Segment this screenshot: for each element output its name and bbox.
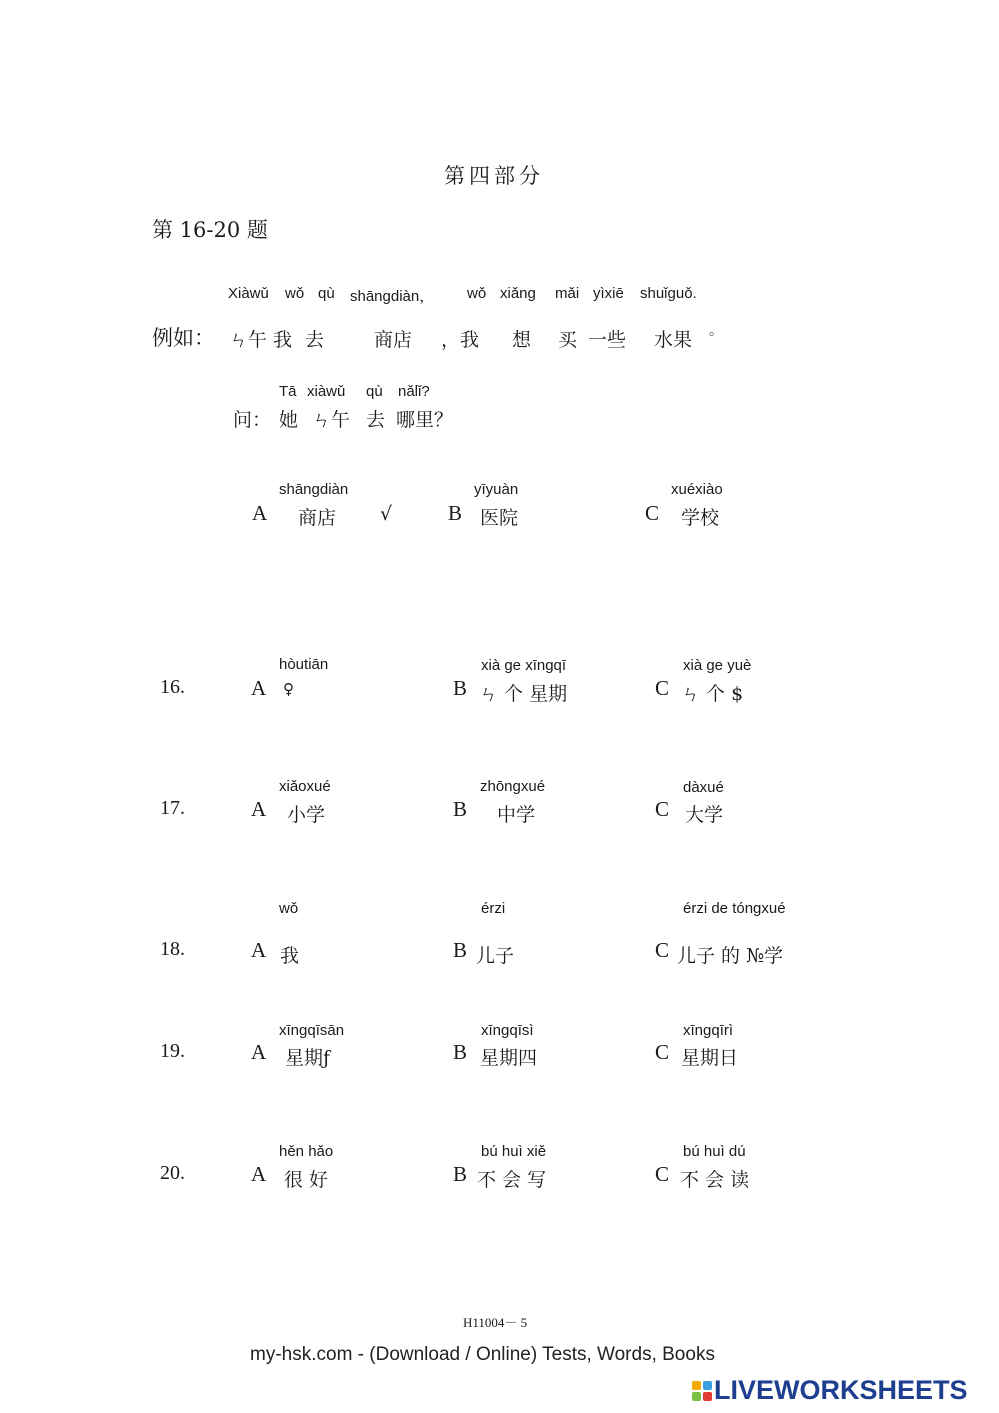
option-pinyin: bú huì xiě bbox=[481, 1143, 547, 1160]
pinyin-word: mǎi bbox=[555, 285, 580, 302]
option-pinyin: xuéxiào bbox=[671, 481, 723, 498]
liveworksheets-logo[interactable] bbox=[692, 1375, 968, 1406]
option-letter[interactable]: B bbox=[453, 1040, 468, 1064]
option-letter[interactable]: B bbox=[453, 797, 468, 821]
question-number: 18. bbox=[160, 938, 185, 960]
pinyin-word: yìxiē bbox=[593, 285, 624, 302]
hanzi-word: ㄣ午 bbox=[229, 329, 268, 351]
option-hanzi: 儿子 的 №学 bbox=[677, 945, 784, 967]
option-hanzi: 商店 bbox=[298, 507, 337, 529]
option-letter[interactable]: C bbox=[655, 1162, 670, 1186]
option-letter[interactable]: C bbox=[655, 797, 670, 821]
option-hanzi: 不 会 写 bbox=[477, 1169, 547, 1191]
hanzi-word: 她 bbox=[279, 409, 299, 431]
hanzi-word: 想 bbox=[512, 329, 532, 351]
pinyin-word: qù bbox=[366, 383, 383, 400]
option-pinyin: érzi de tóngxué bbox=[683, 900, 786, 917]
pinyin-word: xiàwǔ bbox=[307, 383, 346, 400]
option-pinyin: zhōngxué bbox=[480, 778, 546, 795]
option-pinyin: xiǎoxué bbox=[279, 778, 331, 795]
option-letter[interactable]: C bbox=[655, 676, 670, 700]
option-hanzi: ♀ bbox=[283, 680, 294, 698]
pinyin-word: wǒ bbox=[285, 285, 305, 302]
option-pinyin: xià ge xīngqī bbox=[481, 657, 567, 674]
option-hanzi: 中学 bbox=[497, 804, 536, 826]
option-pinyin: bú huì dú bbox=[683, 1143, 746, 1160]
option-hanzi: 医院 bbox=[480, 507, 519, 529]
question-number: 20. bbox=[160, 1162, 185, 1184]
option-letter[interactable]: A bbox=[251, 1162, 267, 1186]
hanzi-word: 我 bbox=[273, 329, 293, 351]
pinyin-word: Tā bbox=[279, 383, 297, 400]
option-pinyin: érzi bbox=[481, 900, 506, 917]
liveworksheets-logo-icon bbox=[692, 1381, 712, 1401]
hanzi-word: ㄣ午 bbox=[312, 409, 351, 431]
pinyin-word: xiǎng bbox=[500, 285, 536, 302]
option-hanzi: 我 bbox=[280, 945, 300, 967]
option-letter[interactable]: B bbox=[453, 938, 468, 962]
option-pinyin: yīyuàn bbox=[474, 481, 519, 498]
option-letter[interactable]: A bbox=[251, 797, 267, 821]
option-pinyin: hòutiān bbox=[279, 656, 329, 673]
option-hanzi: ㄣ 个 星期 bbox=[479, 683, 568, 705]
option-hanzi: 小学 bbox=[287, 804, 326, 826]
pinyin-word: shuǐguǒ. bbox=[640, 285, 697, 302]
option-hanzi: 儿子 bbox=[476, 945, 515, 967]
question-number: 17. bbox=[160, 797, 185, 819]
option-hanzi: ㄣ 个 $ bbox=[681, 683, 744, 705]
pinyin-word: wǒ bbox=[467, 285, 487, 302]
liveworksheets-brand: LIVEWORKSHEETS bbox=[714, 1375, 968, 1405]
option-letter[interactable]: A bbox=[251, 1040, 267, 1064]
hanzi-word: 。 bbox=[709, 323, 723, 339]
hanzi-word: 买 bbox=[558, 329, 578, 351]
option-hanzi: 星期四 bbox=[480, 1047, 538, 1069]
question-number: 16. bbox=[160, 676, 185, 698]
option-hanzi: 星期日 bbox=[681, 1047, 739, 1069]
option-letter[interactable]: C bbox=[655, 1040, 670, 1064]
example-label: 例如： bbox=[152, 326, 215, 350]
option-hanzi: 星期ƒ bbox=[285, 1047, 331, 1069]
option-pinyin: xīngqīrì bbox=[683, 1022, 734, 1039]
pinyin-word: shāngdiàn， bbox=[350, 288, 435, 305]
option-letter: A bbox=[252, 501, 268, 525]
hanzi-word: 去 bbox=[305, 329, 325, 351]
pinyin-word: nǎlǐ? bbox=[398, 383, 430, 400]
option-letter[interactable]: C bbox=[655, 938, 670, 962]
hanzi-word: 去 bbox=[366, 409, 386, 431]
option-letter: B bbox=[448, 501, 463, 525]
source-link[interactable]: my-hsk.com - (Download / Online) Tests, Words, Books bbox=[250, 1344, 715, 1365]
hanzi-word: 水果 bbox=[654, 329, 693, 351]
option-hanzi: 学校 bbox=[681, 507, 720, 529]
option-hanzi: 大学 bbox=[685, 804, 724, 826]
hanzi-word: 哪里？ bbox=[396, 409, 454, 431]
hanzi-word: ，我 bbox=[441, 329, 480, 351]
hanzi-word: 商店 bbox=[374, 329, 413, 351]
question-range: 第 16-20 题 bbox=[152, 218, 268, 242]
option-letter[interactable]: B bbox=[453, 676, 468, 700]
option-letter[interactable]: A bbox=[251, 676, 267, 700]
option-pinyin: xīngqīsì bbox=[481, 1022, 534, 1039]
option-pinyin: hěn hǎo bbox=[279, 1143, 334, 1160]
pinyin-word: Xiàwǔ bbox=[228, 285, 269, 302]
option-letter: C bbox=[645, 501, 660, 525]
option-pinyin: dàxué bbox=[683, 779, 724, 796]
question-number: 19. bbox=[160, 1040, 185, 1062]
option-letter[interactable]: B bbox=[453, 1162, 468, 1186]
option-pinyin: shāngdiàn bbox=[279, 481, 349, 498]
section-title: 第四部分 bbox=[444, 164, 544, 188]
check-mark: √ bbox=[380, 503, 393, 525]
option-pinyin: xià ge yuè bbox=[683, 657, 752, 674]
option-pinyin: xīngqīsān bbox=[279, 1022, 345, 1039]
option-letter[interactable]: A bbox=[251, 938, 267, 962]
pinyin-word: qù bbox=[318, 285, 335, 302]
option-hanzi: 很 好 bbox=[284, 1169, 329, 1191]
option-hanzi: 不 会 读 bbox=[680, 1169, 750, 1191]
page-code: H11004－ 5 bbox=[463, 1315, 528, 1330]
question-label: 问： bbox=[233, 409, 272, 431]
hanzi-word: 一些 bbox=[588, 329, 627, 351]
option-pinyin: wǒ bbox=[279, 900, 299, 917]
